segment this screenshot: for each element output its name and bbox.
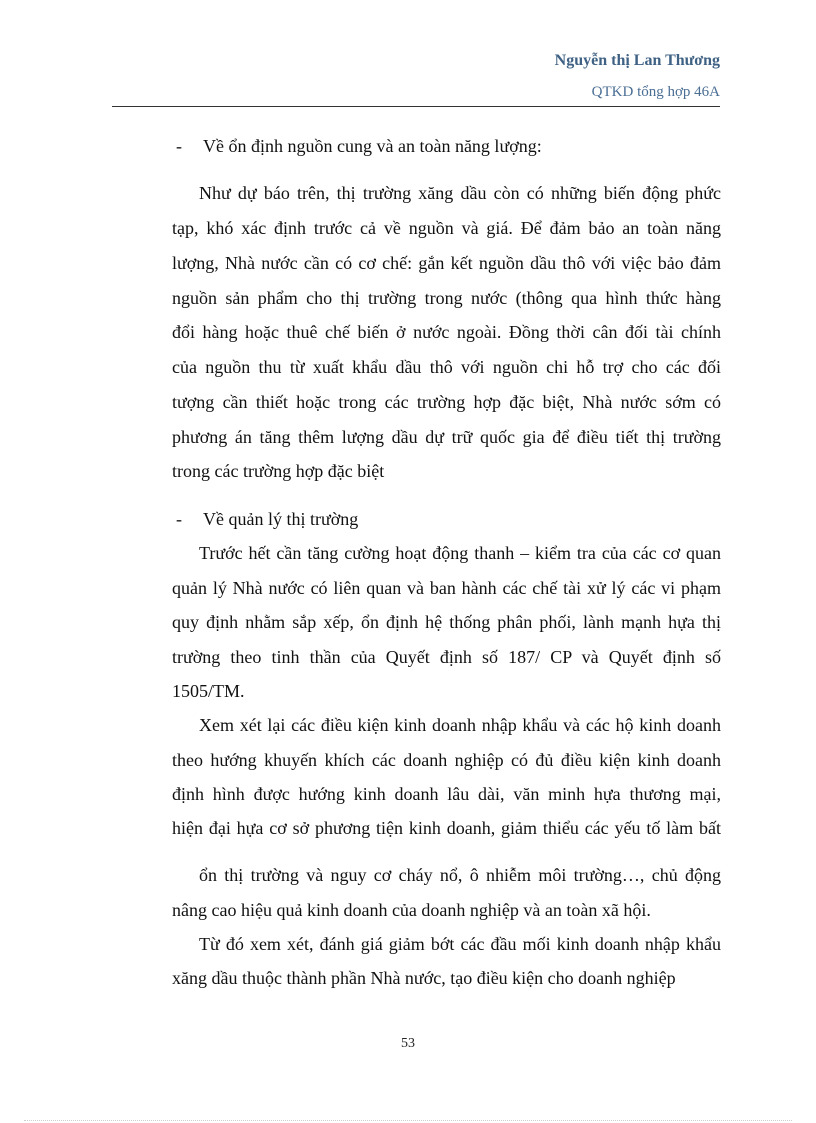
paragraph-line: nguồn sản phẩm cho thị trường trong nước (thông qua hình thức hàng: [172, 288, 721, 308]
paragraph-line: nâng cao hiệu quả kinh doanh của doanh nghiệp và an toàn xã hội.: [172, 900, 651, 920]
header-divider: [112, 106, 720, 107]
paragraph-line: lượng, Nhà nước cần có cơ chế: gắn kết nguồn dầu thô với việc bảo đảm: [172, 253, 721, 273]
paragraph-line: đổi hàng hoặc thuê chế biến ở nước ngoài. Đồng thời cân đối tài chính: [172, 322, 721, 342]
section2-bullet: -: [176, 509, 182, 529]
header-class-name: QTKD tổng hợp 46A: [591, 84, 720, 100]
paragraph-line: Trước hết cần tăng cường hoạt động thanh – kiểm tra của các cơ quan: [199, 543, 721, 563]
paragraph-line: ổn thị trường và nguy cơ cháy nổ, ô nhiễm môi trường…, chủ động: [199, 865, 721, 885]
paragraph-line: định hình được hướng kinh doanh lâu dài, văn minh hựa thương mại,: [172, 784, 721, 804]
paragraph-line: trong các trường hợp đặc biệt: [172, 461, 385, 481]
section1-bullet: -: [176, 136, 182, 156]
paragraph-line: Từ đó xem xét, đánh giá giảm bớt các đầu mối kinh doanh nhập khẩu: [199, 934, 721, 954]
paragraph-line: trường theo tinh thần của Quyết định số 187/ CP và Quyết định số: [172, 647, 721, 667]
paragraph-line: tạp, khó xác định trước cả về nguồn và giá. Để đảm bảo an toàn năng: [172, 218, 721, 238]
paragraph-line: Như dự báo trên, thị trường xăng dầu còn có những biến động phức: [199, 183, 721, 203]
section1-heading: [176, 134, 542, 158]
paragraph-line: phương án tăng thêm lượng dầu dự trữ quốc gia để điều tiết thị trường: [172, 427, 721, 447]
section2-heading-text: Về quản lý thị trường: [203, 509, 359, 529]
page-number: 53: [401, 1036, 415, 1051]
section1-heading-text: Về ổn định nguồn cung và an toàn năng lượng:: [203, 136, 542, 156]
paragraph-line: của nguồn thu từ xuất khẩu dầu thô với nguồn chi hỗ trợ cho các đối: [172, 357, 721, 377]
paragraph-line: Xem xét lại các điều kiện kinh doanh nhập khẩu và các hộ kinh doanh: [199, 715, 721, 735]
section2-heading: [176, 507, 358, 531]
paragraph-line: quản lý Nhà nước có liên quan và ban hành các chế tài xử lý các vi phạm: [172, 578, 721, 598]
paragraph-line: theo hướng khuyến khích các doanh nghiệp có đủ điều kiện kinh doanh: [172, 750, 721, 770]
paragraph-line: 1505/TM.: [172, 681, 245, 701]
header-author: Nguyễn thị Lan Thương: [554, 52, 720, 69]
paragraph-line: quy định nhằm sắp xếp, ổn định hệ thống phân phối, lành mạnh hựa thị: [172, 612, 721, 632]
paragraph-line: xăng dầu thuộc thành phần Nhà nước, tạo điều kiện cho doanh nghiệp: [172, 968, 676, 988]
page-bottom-border: [24, 1120, 792, 1121]
paragraph-line: hiện đại hựa cơ sở phương tiện kinh doanh, giảm thiểu các yếu tố làm bất: [172, 818, 721, 838]
paragraph-line: tượng cần thiết hoặc trong các trường hợp đặc biệt, Nhà nước sớm có: [172, 392, 721, 412]
